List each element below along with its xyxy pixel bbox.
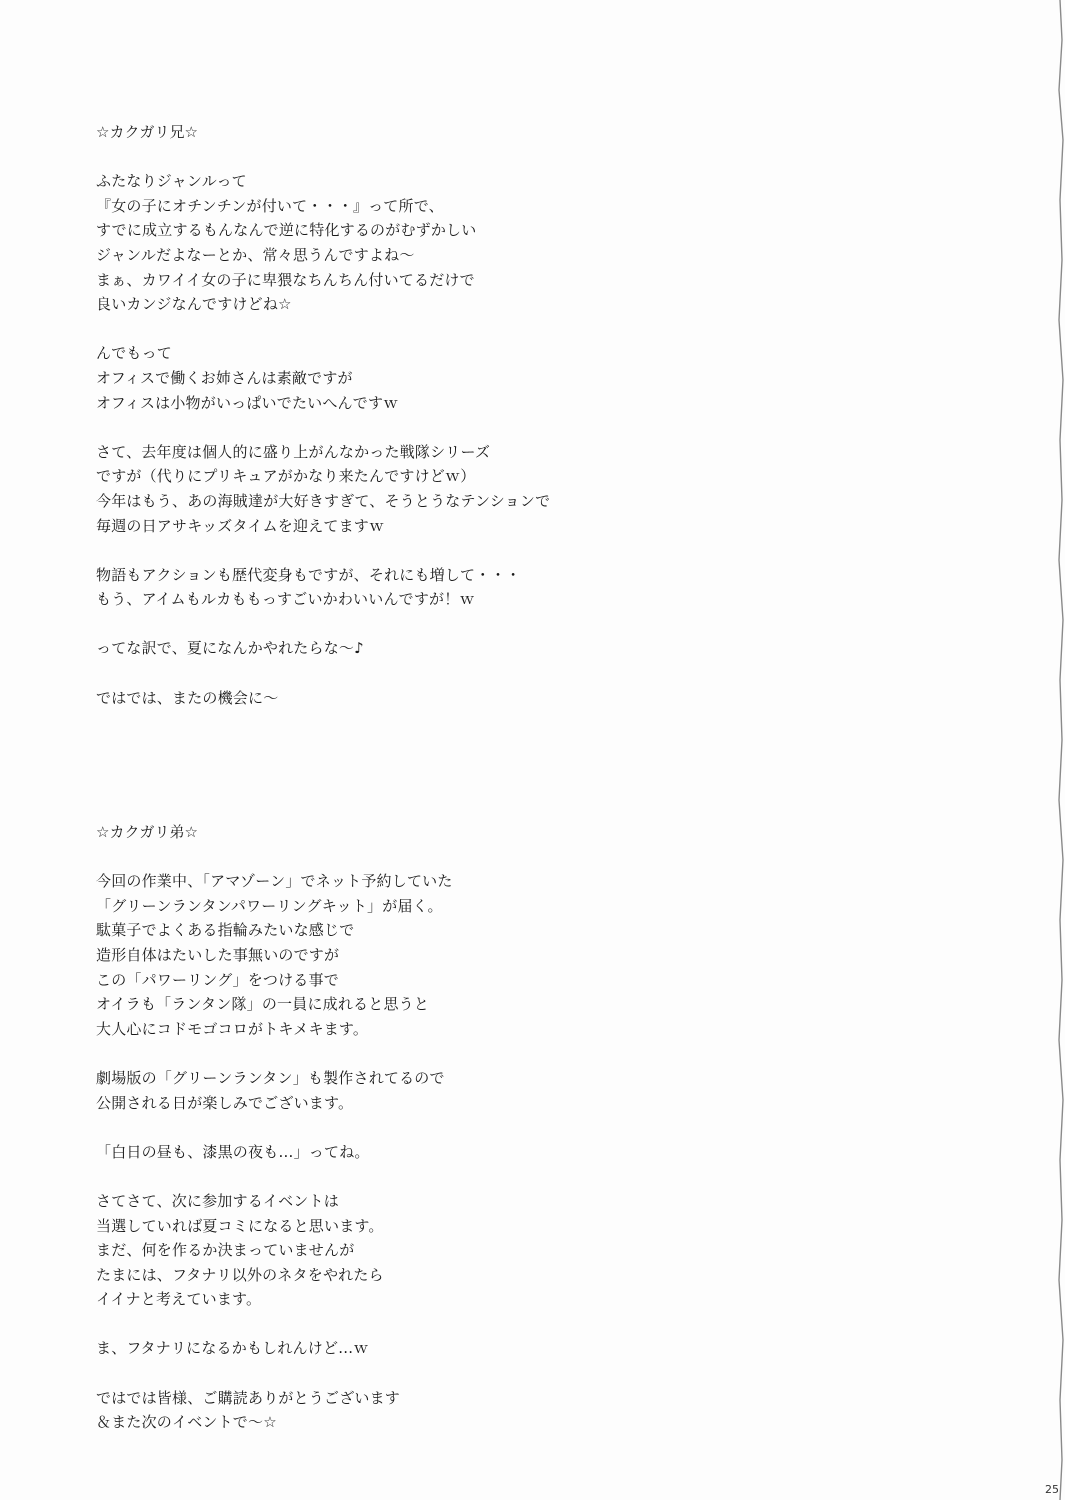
text-line: ではでは皆様、ご購読ありがとうございます [96, 1388, 401, 1407]
paragraph [96, 1386, 996, 1435]
paragraph [96, 686, 996, 711]
text-line: さて、去年度は個人的に盛り上がんなかった戦隊シリーズ [96, 442, 491, 461]
paragraph [96, 1336, 996, 1361]
text-line: オフィスで働くお姉さんは素敵ですが [96, 368, 353, 387]
text-line: さてさて、次に参加するイベントは [96, 1191, 339, 1210]
text-line: たまには、フタナリ以外のネタをやれたら [96, 1265, 384, 1284]
text-line: ジャンルだよなーとか、常々思うんですよね～ [96, 245, 415, 264]
text-line: 良いカンジなんですけどね☆ [96, 295, 292, 314]
text-line: 造形自体はたいした事無いのですが [96, 945, 340, 964]
text-line: 「白日の昼も、漆黒の夜も…」ってね。 [96, 1142, 370, 1161]
text-line: 公開される日が楽しみでございます。 [96, 1093, 354, 1112]
text-line: 「グリーンランタンパワーリングキット」が届く。 [96, 896, 443, 915]
paragraph [96, 169, 996, 317]
torn-page-edge [1051, 0, 1065, 1500]
text-line: 当選していれば夏コミになると思います。 [96, 1216, 384, 1235]
text-line: まぁ、カワイイ女の子に卑猥なちんちん付いてるだけで [96, 270, 475, 289]
paragraph [96, 636, 996, 661]
text-line: ま、フタナリになるかもしれんけど…ｗ [96, 1339, 369, 1358]
text-line: この「パワーリング」をつける事で [96, 970, 339, 989]
text-line: 今回の作業中、「アマゾーン」でネット予約していた [96, 872, 453, 891]
paragraph [96, 1189, 996, 1312]
section-heading: ☆カクガリ弟☆ [96, 823, 198, 841]
text-line: ふたなりジャンルって [96, 172, 247, 191]
text-line: 大人心にコドモゴコロがトキメキます。 [96, 1019, 369, 1038]
paragraph [96, 563, 996, 612]
section-heading: ☆カクガリ兄☆ [96, 123, 198, 141]
text-line: 『女の子にオチンチンが付いて・・・』って所で、 [96, 196, 444, 215]
text-line: オフィスは小物がいっぱいでたいへんですｗ [96, 393, 399, 412]
paragraph [96, 1140, 996, 1165]
text-line: オイラも「ランタン隊」の一員に成れると思うと [96, 995, 430, 1014]
paragraph [96, 440, 996, 538]
text-line: ではでは、またの機会に～ [96, 688, 279, 707]
text-line: イイナと考えています。 [96, 1290, 262, 1309]
text-line: まだ、何を作るか決まっていませんが [96, 1241, 355, 1260]
paragraph [96, 341, 996, 415]
text-line: 劇場版の「グリーンランタン」も製作されてるので [96, 1068, 445, 1087]
text-line: すでに成立するもんなんで逆に特化するのがむずかしい [96, 221, 477, 240]
text-line: ってな訳で、夏になんかやれたらな～♪ [96, 639, 364, 658]
text-line: んでもって [96, 344, 173, 363]
text-line: 駄菓子でよくある指輪みたいな感じで [96, 921, 355, 940]
text-line: ですが（代りにプリキュアがかなり来たんですけどｗ） [96, 467, 476, 486]
paragraph [96, 1066, 996, 1115]
section-kakugari-otouto [96, 820, 996, 1435]
paragraph [96, 869, 996, 1041]
text-line: 物語もアクションも歴代変身もですが、それにも増して・・・ [96, 565, 521, 584]
section-kakugari-ani [96, 120, 996, 710]
text-line: もう、アイムもルカももっすごいかわいいんですが！ｗ [96, 590, 475, 609]
text-line: ＆また次のイベントで～☆ [96, 1413, 277, 1432]
text-line: 今年はもう、あの海賊達が大好きすぎて、そうとうなテンションで [96, 491, 551, 510]
text-line: 毎週の日アサキッズタイムを迎えてますｗ [96, 516, 385, 535]
page-number: 25 [1045, 1483, 1059, 1496]
